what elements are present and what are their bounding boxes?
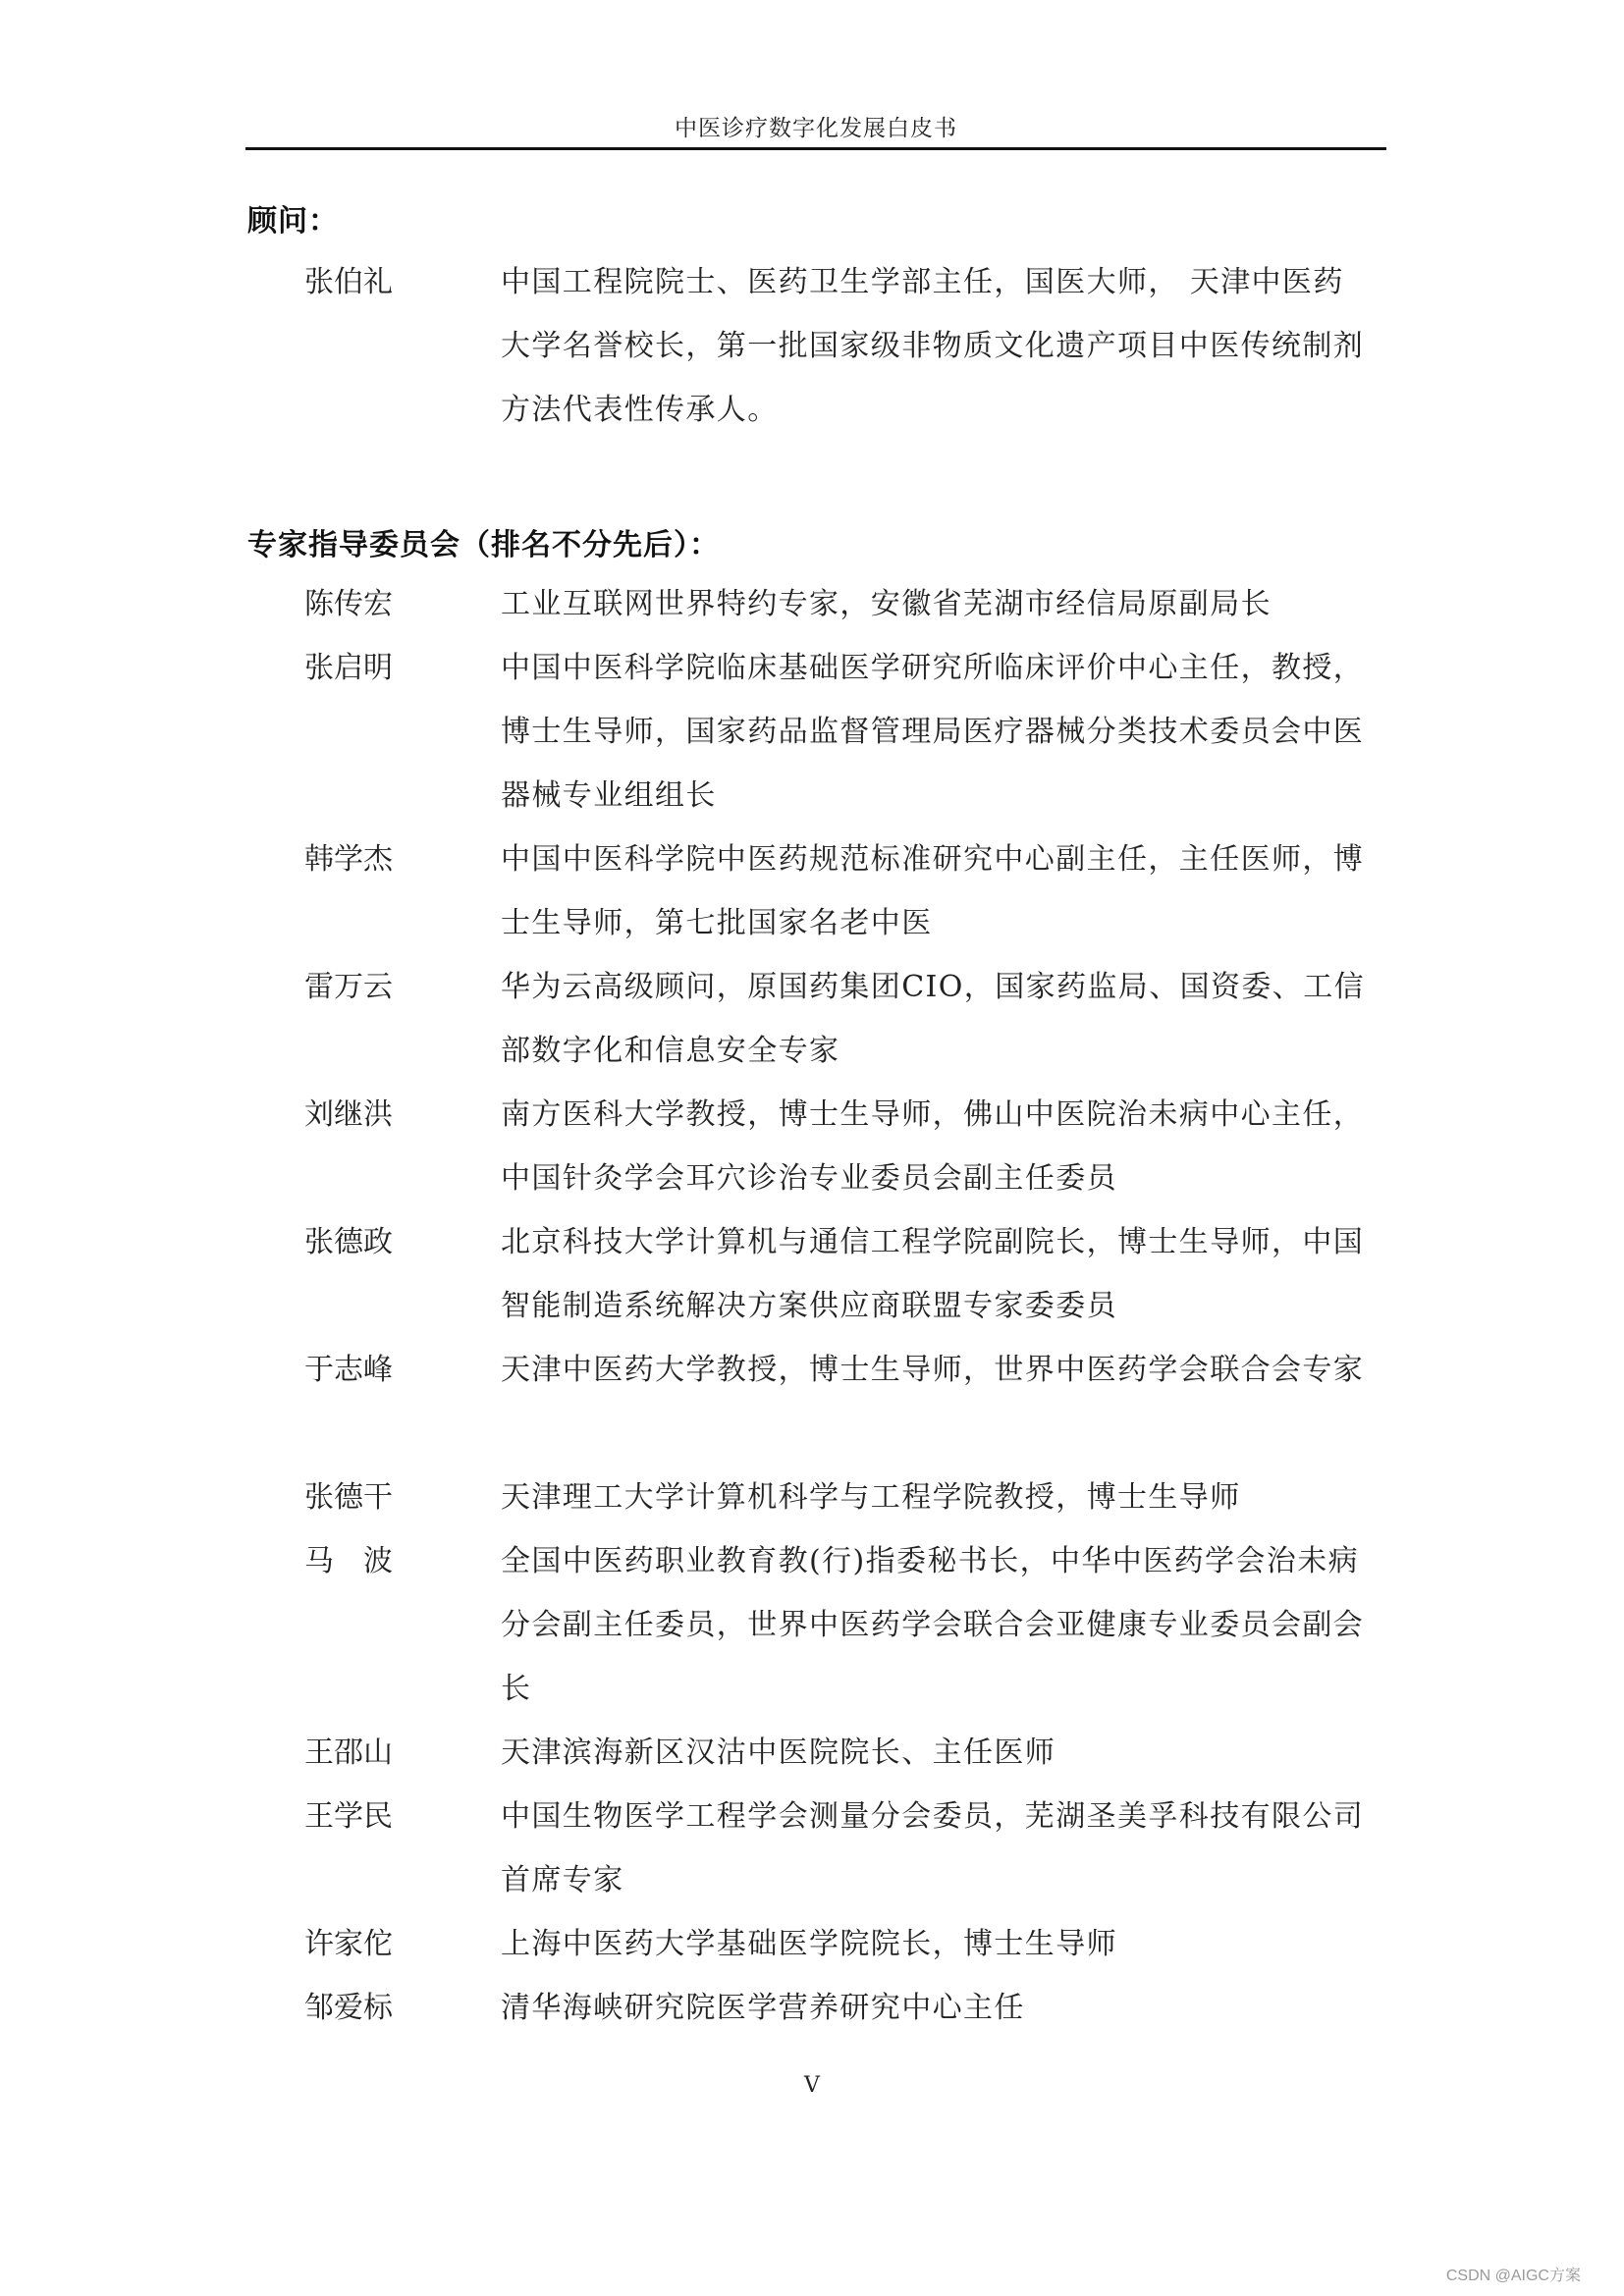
page-header-title: 中医诊疗数字化发展白皮书 [675, 116, 957, 141]
member-name: 王学民 [304, 1799, 393, 1834]
member-description: 天津滨海新区汉沽中医院院长、主任医师 [501, 1735, 1056, 1770]
member-name: 王邵山 [304, 1735, 393, 1770]
member-name: 雷万云 [304, 970, 393, 1004]
member-description: 南方医科大学教授，博士生导师，佛山中医院治未病中心主任，中国针灸学会耳穴诊治专业委员会副主任委员 [501, 1097, 1365, 1196]
member-description: 中国生物医学工程学会测量分会委员，芜湖圣美孚科技有限公司首席专家 [501, 1799, 1365, 1897]
member-name: 于志峰 [304, 1353, 393, 1387]
header-rule [245, 147, 1386, 150]
member-name: 马 波 [304, 1544, 393, 1578]
member-description: 天津理工大学计算机科学与工程学院教授，博士生导师 [501, 1480, 1241, 1515]
member-name: 韩学杰 [304, 842, 393, 877]
advisor-name: 张伯礼 [304, 265, 393, 299]
watermark: CSDN @AIGC方案 [1445, 2268, 1581, 2284]
member-description: 上海中医药大学基础医学院院长，博士生导师 [501, 1927, 1117, 1961]
committee-section-title: 专家指导委员会（排名不分先后）： [247, 528, 720, 562]
member-description: 北京科技大学计算机与通信工程学院副院长，博士生导师，中国智能制造系统解决方案供应商联盟专家委委员 [501, 1225, 1365, 1323]
member-name: 邹爱标 [304, 1991, 393, 2025]
member-name: 陈传宏 [304, 587, 393, 621]
member-name: 许家佗 [304, 1927, 393, 1961]
member-description: 中国中医科学院中医药规范标准研究中心副主任，主任医师，博士生导师，第七批国家名老中医 [501, 842, 1365, 940]
member-description: 华为云高级顾问，原国药集团CIO，国家药监局、国资委、工信部数字化和信息安全专家 [501, 970, 1365, 1068]
page-number: V [804, 2073, 820, 2098]
member-name: 张德干 [304, 1480, 393, 1515]
member-description: 全国中医药职业教育教(行)指委秘书长，中华中医药学会治未病分会副主任委员，世界中医药学会联合会亚健康专业委员会副会长 [501, 1544, 1365, 1706]
advisor-description: 中国工程院院士、医药卫生学部主任，国医大师， 天津中医药大学名誉校长，第一批国家级非物质文化遗产项目中医传统制剂方法代表性传承人。 [501, 265, 1365, 427]
member-description: 中国中医科学院临床基础医学研究所临床评价中心主任，教授，博士生导师，国家药品监督管理局医疗器械分类技术委员会中医器械专业组组长 [501, 651, 1365, 813]
member-description: 天津中医药大学教授，博士生导师，世界中医药学会联合会专家 [501, 1353, 1365, 1387]
member-name: 刘继洪 [304, 1097, 393, 1132]
member-description: 工业互联网世界特约专家，安徽省芜湖市经信局原副局长 [501, 587, 1272, 621]
member-description: 清华海峡研究院医学营养研究中心主任 [501, 1991, 1025, 2025]
member-name: 张德政 [304, 1225, 393, 1259]
advisors-section-title: 顾问： [247, 204, 339, 239]
member-name: 张启明 [304, 651, 393, 685]
